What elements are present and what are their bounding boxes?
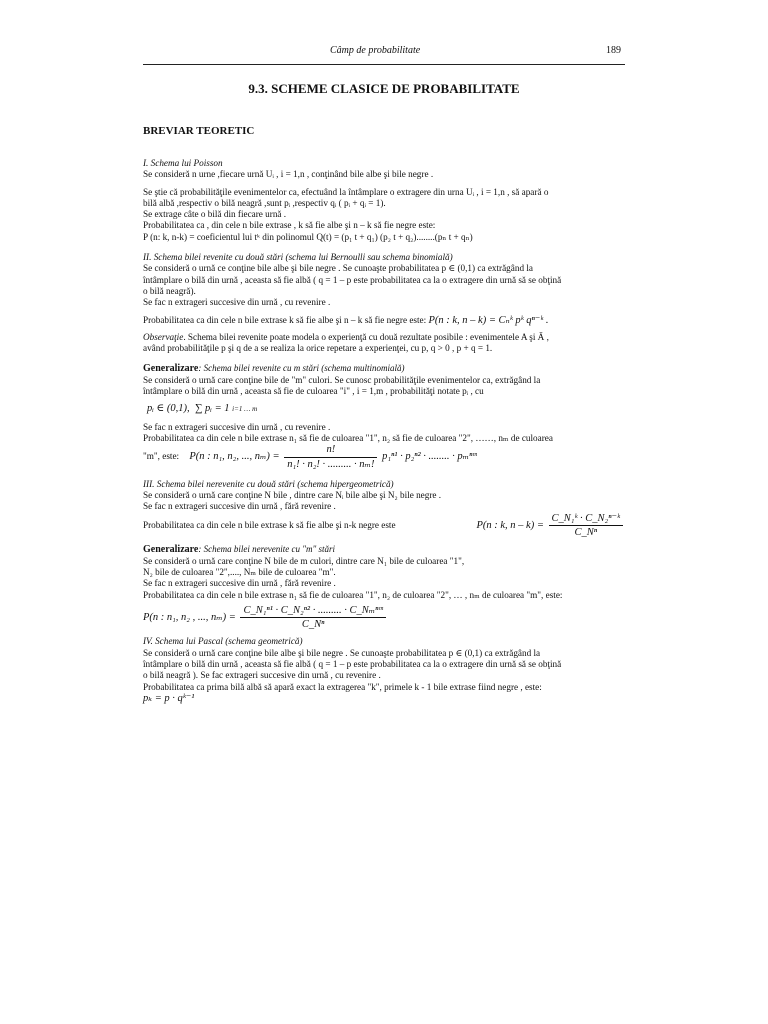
pascal-formula: pₖ = p · qᵏ⁻¹ [143,692,195,704]
observation-label: Observaţie [143,331,184,342]
bernoulli-line-1: Se consideră o urnă ce conţine bile albe şi bile negre . Se cunoaşte probabilitatea p ∈ (0,1) ca extrăgând la [143,263,533,274]
condition-limits: i=1 … m [232,405,258,414]
bernoulli-line-3: o bilă neagră). [143,285,196,296]
condition-sum: ∑ pᵢ = 1 [194,403,230,415]
observation-line-1 [143,332,625,343]
pascal-line-1: Se consideră o urnă care conţine bile albe şi bile negre . Se cunoaşte probabilitatea p ∈ (0,1) ca extrăgând la [143,647,541,658]
hyper-general-fraction-num: C_N₁ⁿ¹ · C_N₂ⁿ² · ......... · C_Nₘⁿᵐ [240,605,385,618]
hypergeometric-formula-row [143,513,625,539]
multinomial-fraction [284,444,377,470]
hypergeometric-heading: III. Schema bilei nerevenite cu două stări (schema hipergeometrică) [143,478,394,489]
poisson-heading: I. Schema lui Poisson [143,158,223,168]
multinomial-formula-right: p₁ⁿ¹ · p₂ⁿ² · ........ · pₘⁿᵐ [382,451,477,463]
poisson-line-2: Se ştie că probabilităţile evenimentelor ca, efectuând la întâmplare o extragere din urna Uᵢ , i = 1,n , să apară o [143,186,549,197]
hypergeometric-fraction-den: C_Nⁿ [574,527,598,539]
observation-text-1: . Schema bilei revenite poate modela o experienţă cu două rezultate posibile : evenimentele A şi Ā , [183,331,549,342]
multinomial-fraction-den: n₁! · n₂! · ......... · nₘ! [287,458,375,470]
pascal-line-2: întâmplare o bilă din urnă , aceasta să fie albă ( q = 1 – p este probabilitatea ca la o extragere din urnă să se obţină [143,658,562,669]
section-breviar: BREVIAR TEORETIC [143,125,255,137]
hypergeometric-fraction-num: C_N₁ᵏ · C_N₂ⁿ⁻ᵏ [549,513,623,526]
bernoulli-line-4: Se fac n extrageri succesive din urnă , cu revenire . [143,297,331,308]
bernoulli-line-5 [143,315,625,326]
hyper-general-line-4: Probabilitatea ca din cele n bile extrase n₁ să fie de culoarea "1", n₂ de culoarea "2", … , nₘ de culoarea "m", este: [143,589,563,600]
chapter-title: 9.3. SCHEME CLASICE DE PROBABILITATE [248,81,520,96]
hypergeometric-line-2: Se fac n extrageri succesive din urnă , fără revenire . [143,501,336,512]
poisson-line-6: P (n: k, n-k) = coeficientul lui tᵏ din polinomul Q(t) = (p₁ t + q₁) (p₂ t + q₂)........(pₙ t + qₙ) [143,231,473,242]
bernoulli-line-5-text: Probabilitatea ca din cele n bile extrase k să fie albe şi n – k să fie negre este: [143,314,427,325]
main-content [143,158,625,704]
hypergeometric-line-1: Se consideră o urnă care conţine N bile , dintre care Nᵢ bile albe şi N₂ bile negre . [143,490,442,501]
hypergeometric-line-3: Probabilitatea ca din cele n bile extrase k să fie albe şi n-k negre este [143,519,396,530]
multinomial-fraction-num: n! [284,444,377,457]
condition-left: pᵢ ∈ (0,1), [147,403,190,415]
multinomial-condition [143,403,625,415]
pascal-line-3: o bilă neagră ). Se fac extrageri succesive din urnă , cu revenire . [143,670,381,681]
hyper-general-fraction [240,605,385,631]
multinomial-formula-line [143,444,625,470]
multinomial-formula-left: P(n : n₁, n₂, ..., nₘ) = [189,451,280,463]
page-number: 189 [606,45,621,56]
hyper-general-line-2: N₂ bile de culoarea "2",...., Nₘ bile de culoarea "m". [143,566,336,577]
binomial-formula: P(n : k, n – k) = Cₙᵏ pᵏ qⁿ⁻ᵏ . [428,314,549,326]
hyper-general-line-1: Se consideră o urnă care conţine N bile de m culori, dintre care N₁ bile de culoarea "1", [143,555,465,566]
hyper-general-formula [143,605,625,631]
header-rule [143,64,625,65]
multinomial-line-3: Se fac n extrageri succesive din urnă , cu revenire . [143,421,331,432]
hyper-general-heading-bold: Generalizare [143,544,199,556]
hypergeometric-formula-left: P(n : k, n – k) = [476,519,544,531]
pascal-line-4: Probabilitatea ca prima bilă albă să apară exact la extragerea "k", primele k - 1 bile extrase fiind negre , este: [143,681,542,692]
running-title: Câmp de probabilitate [330,45,421,56]
hyper-general-line-3: Se fac n extrageri succesive din urnă , fără revenire . [143,578,336,589]
poisson-line-3: bilă albă ,respectiv o bilă neagră ,sunt pᵢ ,respectiv qᵢ ( pᵢ + qᵢ = 1). [143,197,386,208]
poisson-line-4: Se extrage câte o bilă din fiecare urnă . [143,209,287,220]
poisson-line-1: Se consideră n urne ,fiecare urnă Uᵢ , i = 1,n , conţinând bile albe şi bile negre . [143,169,434,180]
hyper-general-fraction-den: C_Nⁿ [301,619,325,631]
multinomial-line-5: "m", este: [143,451,180,462]
multinomial-line-1: Se consideră o urnă care conţine bile de "m" culori. Se cunosc probabilităţile evenimentelor ca, extrăgând la [143,374,541,385]
multinomial-line-2: întâmplare o bilă din urnă , aceasta să fie de culoarea "i" , i = 1,m , probabilităţi notate pᵢ , cu [143,386,484,397]
hypergeometric-formula [476,513,625,539]
bernoulli-line-2: întâmplare o bilă din urnă , aceasta să fie albă ( q = 1 – p este probabilitatea ca la o extragere din urnă să se obţină [143,274,562,285]
hypergeometric-fraction [549,513,623,539]
observation-line-2: având probabilităţile p şi q de a se realiza la orice repetare a experienţei, cu p, q > 0 , p + q = 1. [143,343,493,354]
poisson-line-5: Probabilitatea ca , din cele n bile extrase , k să fie albe şi n – k să fie negre este: [143,220,436,231]
multinomial-heading-bold: Generalizare [143,363,199,375]
multinomial-heading [143,363,625,374]
bernoulli-heading: II. Schema bilei revenite cu două stări (schema lui Bernoulli sau schema binomială) [143,252,453,263]
hyper-general-formula-left: P(n : n₁, n₂ , ..., nₘ) = [143,612,236,623]
hyper-general-heading-rest: : Schema bilei nerevenite cu "m" stări [198,544,336,555]
multinomial-heading-rest: : Schema bilei revenite cu m stări (schema multinomială) [198,363,405,374]
pascal-heading: IV. Schema lui Pascal (schema geometrică) [143,636,303,647]
multinomial-line-4: Probabilitatea ca din cele n bile extrase n₁ să fie de culoarea "1", n₂ să fie de culoarea "2", ……, nₘ de culoarea [143,432,553,443]
hyper-general-heading [143,544,625,555]
